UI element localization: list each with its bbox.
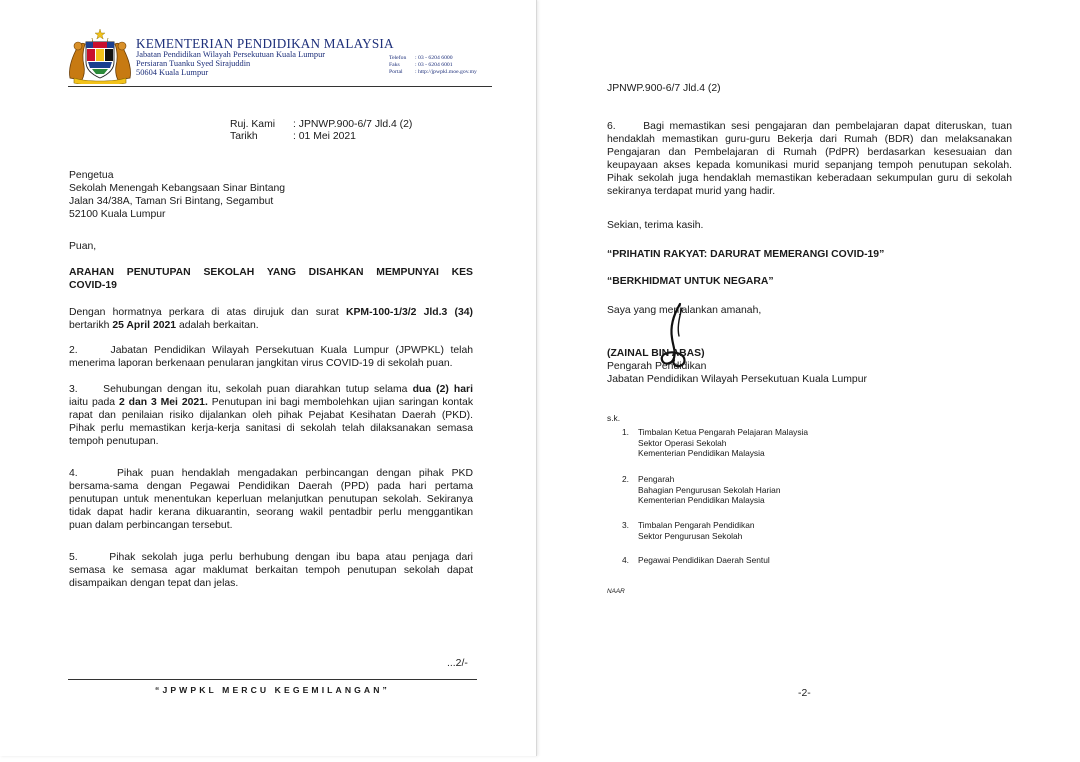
footer-slogan: “JPWPKL MERCU KEGEMILANGAN” [155,685,390,695]
typist-initials: NAAR [607,588,625,595]
ministry-name: KEMENTERIAN PENDIDIKAN MALAYSIA [136,36,394,51]
cc-number: 2. [622,474,629,484]
header-divider [68,86,492,87]
recipient-line: 52100 Kuala Lumpur [69,209,166,220]
signature-intro: Saya yang menjalankan amanah, [607,305,762,316]
motto-prihatin: “PRIHATIN RAKYAT: DARURAT MEMERANGI COVID-19” [607,249,885,260]
cc-entry: Pegawai Pendidikan Daerah Sentul [638,555,770,565]
contact-phone: Telefon : 03 - 6204 6000 [389,55,453,61]
ref-value: : JPNWP.900-6/7 Jld.4 (2) [293,119,413,130]
cc-number: 3. [622,520,629,530]
address-line: Jabatan Pendidikan Wilayah Persekutuan Kuala Lumpur [136,50,326,59]
page2-ref: JPNWP.900-6/7 Jld.4 (2) [607,83,721,94]
signatory-name: (ZAINAL BIN ABAS) [607,348,705,359]
footer-divider [68,679,477,680]
ref-label: Ruj. Kami [230,119,276,130]
paragraph-3: 3. Sehubungan dengan itu, sekolah puan diarahkan tutup selama dua (2) hari iaitu pada 2 dan 3 Mei 2021. Penutupan ini bagi membolehkan ujian saringan kontak rapat dan penilaian risiko dijalankan oleh pihak Pejabat Kesihatan Daerah (PKD). Pihak perlu memastikan kerja-kerja sanitasi di sekolah telah dilaksanakan semasa tempoh penutupan. [69,384,474,448]
cc-number: 1. [622,427,629,437]
recipient-line: Jalan 34/38A, Taman Sri Bintang, Segambut [69,196,274,207]
paragraph-5: 5. Pihak sekolah juga perlu berhubung dengan ibu bapa atau penjaga dari semasa ke semasa agar maklumat berkaitan tempoh penutupan sekolah dapat disampaikan dengan tepat dan jelas. [69,552,473,590]
signatory-title: Pengarah Pendidikan [607,361,707,372]
contact-portal: Portal : http://jpwpkl.moe.gov.my [389,69,477,75]
recipient-line: Sekolah Menengah Kebangsaan Sinar Bintang [69,183,286,194]
paragraph-6: 6. Bagi memastikan sesi pengajaran dan pembelajaran dapat diteruskan, tuan hendaklah memastikan guru-guru Bekerja dari Rumah (BDR) dan melaksanakan Pengajaran dan Pembelajaran di Rumah (PdPR) berdasarkan kesesuaian dan keupayaan akses kepada komunikasi murid sepanjang tempoh penutupan sekolah. Pihak sekolah juga hendaklah memastikan keberadaan sekumpulan guru di sekolah sekiranya terdapat murid yang hadir. [607,121,1012,198]
cc-entry: Pengarah Bahagian Pengurusan Sekolah Harian Kementerian Pendidikan Malaysia [638,474,781,506]
closing-remark: Sekian, terima kasih. [607,220,704,231]
motto-berkhidmat: “BERKHIDMAT UNTUK NEGARA” [607,276,774,287]
continuation-marker: ...2/- [447,658,468,669]
letter-subject: ARAHAN PENUTUPAN SEKOLAH YANG DISAHKAN MEMPUNYAI KES COVID-19 [69,267,473,292]
cc-number: 4. [622,555,629,565]
page-number: -2- [798,688,811,699]
malaysia-coat-of-arms-icon [66,28,134,84]
paragraph-1: Dengan hormatnya perkara di atas dirujuk dan surat KPM-100-1/3/2 Jld.3 (34) bertarikh 25 April 2021 adalah berkaitan. [69,307,473,332]
contact-fax: Faks : 03 - 6204 6001 [389,62,453,68]
cc-entry: Timbalan Pengarah Pendidikan Sektor Pengurusan Sekolah [638,520,755,541]
signatory-department: Jabatan Pendidikan Wilayah Persekutuan Kuala Lumpur [607,374,867,385]
date-label: Tarikh [230,131,258,142]
paragraph-2: 2. Jabatan Pendidikan Wilayah Persekutuan Kuala Lumpur (JPWPKL) telah menerima laporan berkenaan penularan jangkitan virus COVID-19 di sekolah puan. [69,345,473,370]
address-line: Persiaran Tuanku Syed Sirajuddin [136,59,251,68]
cc-label: s.k. [607,413,621,423]
recipient-line: Pengetua [69,170,114,181]
letter-page-1 [0,0,537,756]
salutation: Puan, [69,241,97,252]
cc-entry: Timbalan Ketua Pengarah Pelajaran Malaysia Sektor Operasi Sekolah Kementerian Pendidikan Malaysia [638,427,809,459]
letter-page-2 [541,0,1080,762]
date-value: : 01 Mei 2021 [293,131,356,142]
address-line: 50604 Kuala Lumpur [136,68,209,77]
paragraph-4: 4. Pihak puan hendaklah mengadakan perbincangan dengan pihak PKD bersama-sama dengan Pegawai Pendidikan Daerah (PPD) pada hari pertama penutupan untuk menentukan keperluan melanjutkan penutupan sekolah. Sekiranya tidak dapat hadir kerana dikuarantin, seorang wakil pentadbir perlu menggantikan puan dalam perbincangan tersebut. [69,468,473,532]
